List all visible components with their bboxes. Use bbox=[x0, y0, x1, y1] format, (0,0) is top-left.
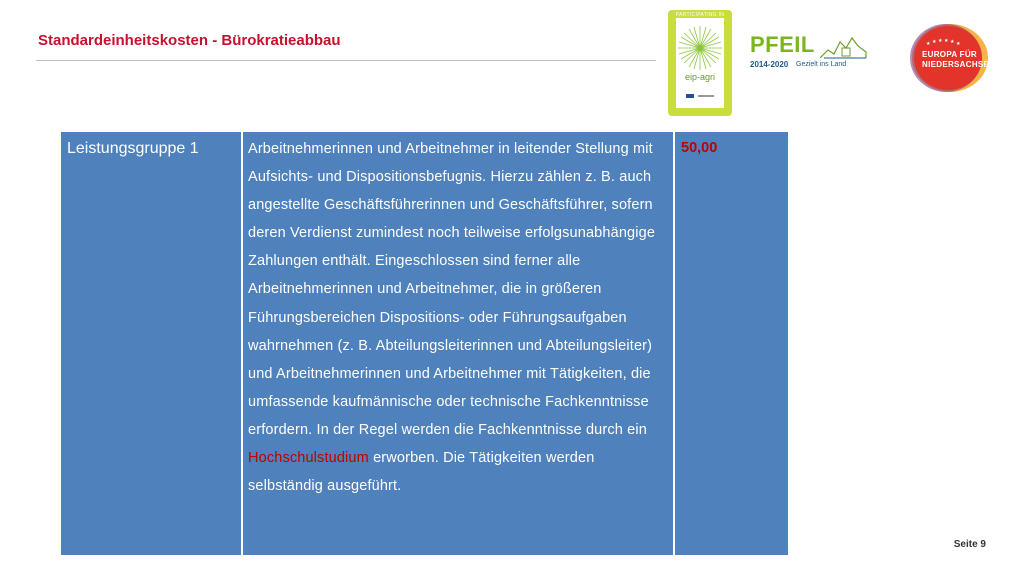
description-cell bbox=[243, 132, 673, 555]
svg-text:★: ★ bbox=[950, 39, 955, 45]
svg-text:★: ★ bbox=[926, 41, 931, 47]
pfeil-logo bbox=[746, 28, 868, 74]
group-label: Leistungsgruppe 1 bbox=[67, 140, 199, 157]
description-part-1: Arbeitnehmerinnen und Arbeitnehmer in leitender Stellung mit Aufsichts- und Dispositionsbefugnis. Hierzu zählen z. B. auch angestellte Geschäftsführerinnen und Geschäftsführer, sofern deren Verdienst zumindest noch teilweise erfolgsunabhängige Zahlungen enthält. Eingeschlossen sind ferner alle Arbeitnehmerinnen und Arbeitnehmer, die in größeren Führungsbereichen Dispositions- oder Führungsaufgaben wahrnehmen (z. B. Abteilungsleiterinnen und Abteilungsleiter) und Arbeitnehmerinnen und Arbeitnehmer mit Tätigkeiten, die umfassende kaufmännische oder technische Fachkenntnisse erfordern. In der Regel werden die Fachkenntnisse durch ein bbox=[248, 141, 656, 438]
description-highlight: Hochschulstudium bbox=[248, 450, 369, 467]
title-divider bbox=[36, 60, 656, 61]
hourly-rate-value: 50,00 bbox=[681, 140, 718, 156]
svg-text:★: ★ bbox=[956, 41, 961, 47]
page-title: Standardeinheitskosten - Bürokratieabbau bbox=[38, 32, 341, 49]
pfeil-slogan: Gezielt ins Land bbox=[796, 61, 847, 68]
eip-agri-logo bbox=[668, 10, 732, 116]
europa-line-1: EUROPA FÜR bbox=[922, 50, 977, 59]
pfeil-years: 2014-2020 bbox=[750, 60, 789, 69]
svg-text:★: ★ bbox=[938, 38, 943, 44]
europa-line-2: NIEDERSACHSEN bbox=[922, 60, 996, 69]
description-text bbox=[248, 135, 673, 500]
pfeil-wordmark: PFEIL bbox=[750, 32, 815, 57]
eip-top-text: PARTICIPATING IN bbox=[675, 12, 725, 18]
cost-group-table bbox=[61, 132, 789, 555]
europa-logo-text bbox=[922, 50, 996, 70]
value-cell bbox=[675, 132, 788, 555]
europa-fuer-niedersachsen-logo bbox=[904, 18, 996, 98]
description-part-2: erworben. Die Tätigkeiten werden selbständig ausgeführt. bbox=[248, 450, 595, 495]
dandelion-icon bbox=[676, 18, 724, 108]
svg-text:★: ★ bbox=[944, 38, 949, 44]
svg-text:★: ★ bbox=[932, 39, 937, 45]
village-icon bbox=[820, 32, 868, 60]
page-number: Seite 9 bbox=[953, 539, 986, 550]
eip-logo-panel bbox=[676, 18, 724, 108]
group-cell bbox=[61, 132, 241, 555]
eip-logo-name: eip-agri bbox=[684, 72, 715, 82]
